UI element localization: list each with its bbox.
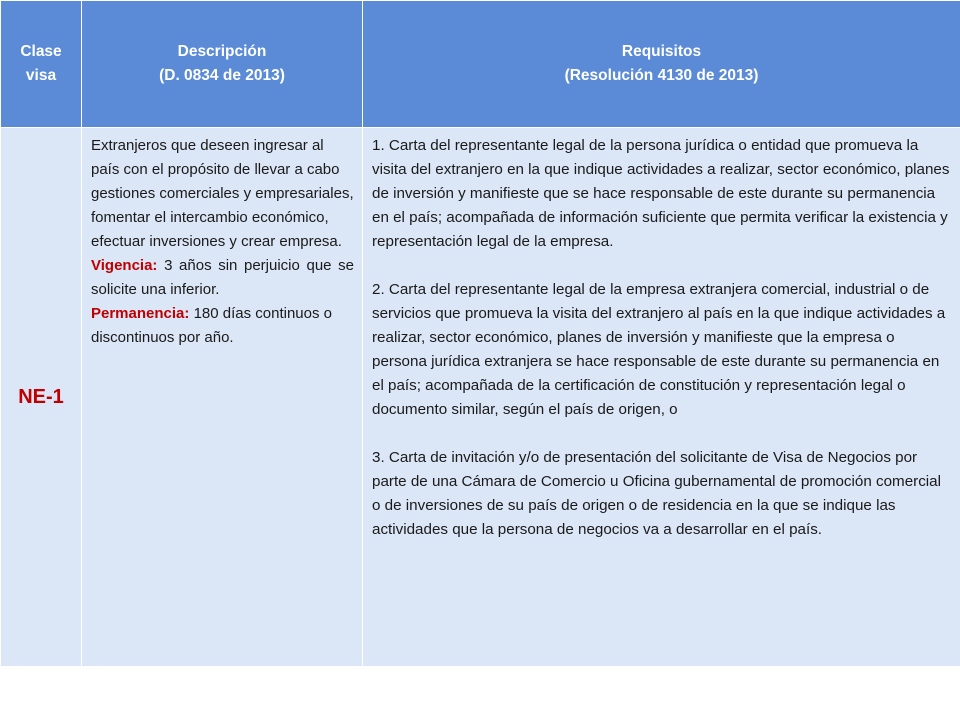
requisito-3: 3. Carta de invitación y/o de presentación del solicitante de Visa de Negocios por parte de una Cámara de Comercio u Oficina gubernamental de promoción comercial o de inversiones de su país de origen o de residencia en la que se indique las actividades que la persona de negocios va a desarrollar en el país. xyxy=(372,449,941,538)
header-clase-line2: visa xyxy=(25,67,57,84)
requisito-2: 2. Carta del representante legal de la empresa extranjera comercial, industrial o de servicios que promueva la visita del extranjero al país en la que indique actividades a realizar, sector económico, planes de inversión y manifieste que la empresa o persona jurídica extranjera se hace responsable de este durante su permanencia en el país; acompañada de la certificación de constitución y representación legal o documento similar, según el país de origen, o xyxy=(372,281,946,418)
vigencia-line xyxy=(91,254,354,302)
header-requisitos xyxy=(363,1,960,128)
descripcion-cell xyxy=(82,128,363,667)
header-requisitos-line2: (Resolución 4130 de 2013) xyxy=(564,67,759,84)
clase-cell xyxy=(1,128,82,667)
requisito-1: 1. Carta del representante legal de la persona jurídica o entidad que promueva la visita del extranjero en la que indique actividades a realizar, sector económico, planes de inversión y manifieste que se hace responsable de este durante su permanencia en el país; acompañada de información suficiente que permita verificar la existencia y representación legal de la empresa. xyxy=(372,137,950,250)
header-descripcion xyxy=(82,1,363,128)
permanencia-line xyxy=(91,302,354,350)
header-descripcion-line1: Descripción xyxy=(177,43,267,60)
header-clase-line1: Clase xyxy=(20,43,62,60)
header-descripcion-line2: (D. 0834 de 2013) xyxy=(159,67,285,84)
requisitos-cell xyxy=(363,128,960,667)
descripcion-text: Extranjeros que deseen ingresar al país con el propósito de llevar a cabo gestiones comerciales y empresariales, fomentar el intercambio económico, efectuar inversiones y crear empresa. xyxy=(91,137,354,250)
header-row xyxy=(1,1,960,128)
visa-class-code: NE-1 xyxy=(18,385,64,408)
permanencia-label: Permanencia: xyxy=(91,305,190,322)
permanencia-text: 180 días continuos o discontinuos por año. xyxy=(91,305,332,346)
header-clase xyxy=(1,1,82,128)
vigencia-text: 3 años sin perjuicio que se solicite una inferior. xyxy=(91,257,354,298)
table-row xyxy=(1,128,960,667)
vigencia-label: Vigencia: xyxy=(91,257,158,274)
header-requisitos-line1: Requisitos xyxy=(621,43,702,60)
